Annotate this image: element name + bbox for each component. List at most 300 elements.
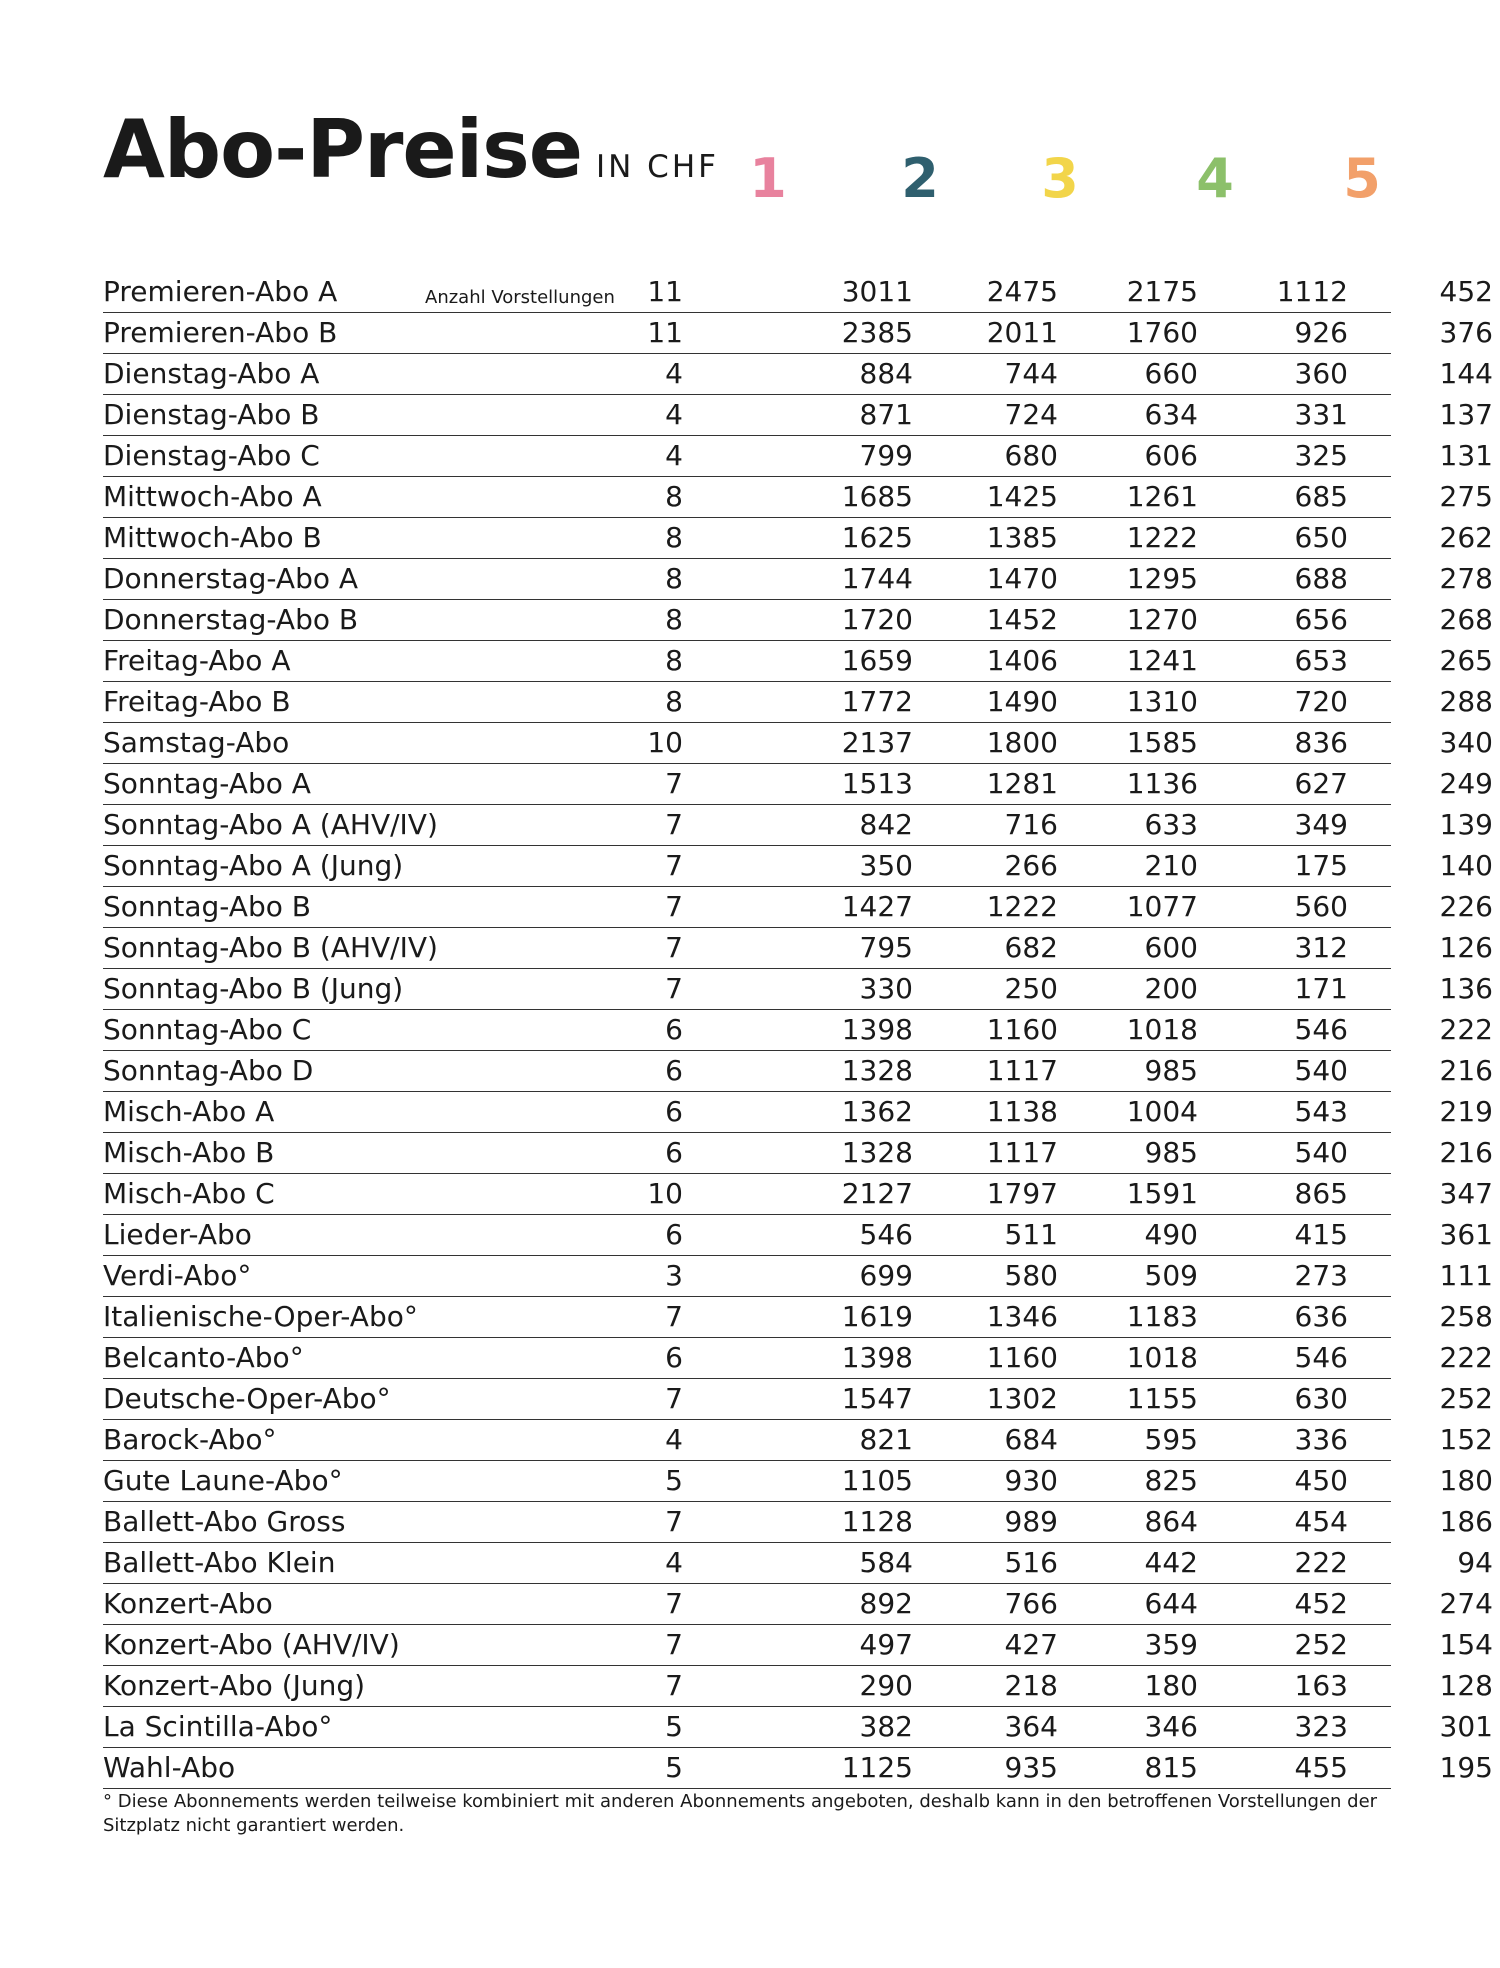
price-cat-3: 644 [1144,1587,1198,1620]
price-cat-1: 1328 [841,1054,913,1087]
price-cat-4: 452 [1294,1587,1348,1620]
abo-name: Freitag-Abo B [103,685,291,718]
price-cat-4: 540 [1294,1136,1348,1169]
price-cat-3: 660 [1144,357,1198,390]
price-cat-4: 450 [1294,1464,1348,1497]
price-cat-1: 1619 [841,1300,913,1333]
price-cat-2: 266 [1004,849,1058,882]
price-cat-1: 1398 [841,1013,913,1046]
abo-name: Sonntag-Abo A [103,767,311,800]
performance-count: 7 [665,1300,683,1333]
performance-count: 6 [665,1218,683,1251]
price-cat-4: 252 [1294,1628,1348,1661]
price-cat-3: 509 [1144,1259,1198,1292]
price-cat-5: 126 [1439,931,1493,964]
performance-count: 7 [665,1669,683,1702]
performance-count: 8 [665,685,683,718]
price-cat-2: 364 [1004,1710,1058,1743]
performance-count: 3 [665,1259,683,1292]
price-cat-2: 511 [1004,1218,1058,1251]
price-cat-3: 985 [1144,1136,1198,1169]
price-cat-2: 935 [1004,1751,1058,1784]
table-row [103,395,1493,436]
price-cat-5: 288 [1439,685,1493,718]
price-cat-5: 361 [1439,1218,1493,1251]
price-cat-4: 546 [1294,1013,1348,1046]
price-cat-5: 340 [1439,726,1493,759]
table-row [103,846,1493,887]
price-cat-3: 600 [1144,931,1198,964]
price-cat-3: 595 [1144,1423,1198,1456]
performance-count: 5 [665,1751,683,1784]
price-cat-3: 1183 [1126,1300,1198,1333]
price-cat-2: 1346 [986,1300,1058,1333]
performance-count: 7 [665,890,683,923]
table-row [103,600,1493,641]
price-cat-3: 359 [1144,1628,1198,1661]
price-cat-3: 864 [1144,1505,1198,1538]
abo-name: Mittwoch-Abo B [103,521,322,554]
price-cat-4: 685 [1294,480,1348,513]
footnote: ° Diese Abonnements werden teilweise kombiniert mit anderen Abonnements angeboten, deshalb kann in den betroffenen Vorstellungen der Sitzplatz nicht garantiert werden. [103,1791,1378,1836]
abo-name: Sonntag-Abo B [103,890,311,923]
table-row [103,1215,1493,1256]
price-cat-3: 1585 [1126,726,1198,759]
table-row [103,1625,1493,1666]
price-cat-1: 1128 [841,1505,913,1538]
price-cat-2: 684 [1004,1423,1058,1456]
price-cat-1: 546 [859,1218,913,1251]
price-cat-1: 350 [859,849,913,882]
price-cat-1: 2385 [841,316,913,349]
price-cat-1: 821 [859,1423,913,1456]
price-cat-2: 1117 [986,1054,1058,1087]
price-cat-2: 1452 [986,603,1058,636]
price-cat-2: 218 [1004,1669,1058,1702]
abo-name: Verdi-Abo° [103,1259,252,1292]
price-cat-3: 633 [1144,808,1198,841]
price-cat-4: 540 [1294,1054,1348,1087]
abo-name: Premieren-Abo A [103,275,338,308]
price-cat-4: 331 [1294,398,1348,431]
category-label-2: 2 [901,147,939,210]
price-cat-2: 516 [1004,1546,1058,1579]
table-row [103,641,1493,682]
price-cat-3: 1004 [1126,1095,1198,1128]
abo-name: Ballett-Abo Gross [103,1505,346,1538]
price-cat-3: 1760 [1126,316,1198,349]
abo-name: Konzert-Abo (AHV/IV) [103,1628,400,1661]
price-cat-2: 1800 [986,726,1058,759]
price-cat-5: 219 [1439,1095,1493,1128]
price-cat-1: 1720 [841,603,913,636]
performance-count: 6 [665,1095,683,1128]
price-cat-5: 268 [1439,603,1493,636]
price-cat-1: 1547 [841,1382,913,1415]
price-cat-1: 1362 [841,1095,913,1128]
column-note: Anzahl Vorstellungen [425,287,615,308]
table-row [103,682,1493,723]
price-cat-4: 836 [1294,726,1348,759]
price-cat-4: 415 [1294,1218,1348,1251]
abo-name: Freitag-Abo A [103,644,291,677]
abo-name: Deutsche-Oper-Abo° [103,1382,391,1415]
price-cat-1: 842 [859,808,913,841]
price-cat-1: 1772 [841,685,913,718]
price-cat-1: 871 [859,398,913,431]
price-cat-5: 252 [1439,1382,1493,1415]
price-cat-1: 290 [859,1669,913,1702]
price-cat-5: 137 [1439,398,1493,431]
price-cat-2: 1281 [986,767,1058,800]
price-cat-4: 543 [1294,1095,1348,1128]
price-cat-1: 1427 [841,890,913,923]
price-cat-3: 1261 [1126,480,1198,513]
abo-name: Gute Laune-Abo° [103,1464,343,1497]
price-cat-3: 210 [1144,849,1198,882]
table-row [103,1707,1493,1748]
price-cat-5: 265 [1439,644,1493,677]
price-cat-1: 1685 [841,480,913,513]
price-cat-3: 1018 [1126,1341,1198,1374]
category-label-3: 3 [1041,147,1079,210]
price-cat-3: 1270 [1126,603,1198,636]
price-cat-2: 1385 [986,521,1058,554]
performance-count: 6 [665,1013,683,1046]
price-cat-1: 1513 [841,767,913,800]
table-row [103,313,1493,354]
price-cat-3: 200 [1144,972,1198,1005]
price-cat-1: 2137 [841,726,913,759]
price-cat-2: 989 [1004,1505,1058,1538]
price-cat-3: 1136 [1126,767,1198,800]
price-cat-5: 111 [1439,1259,1493,1292]
performance-count: 7 [665,1505,683,1538]
abo-name: Mittwoch-Abo A [103,480,322,513]
price-cat-5: 301 [1439,1710,1493,1743]
price-cat-3: 442 [1144,1546,1198,1579]
price-cat-5: 195 [1439,1751,1493,1784]
performance-count: 4 [665,398,683,431]
price-cat-3: 815 [1144,1751,1198,1784]
performance-count: 4 [665,1546,683,1579]
price-cat-4: 323 [1294,1710,1348,1743]
price-cat-3: 180 [1144,1669,1198,1702]
performance-count: 4 [665,357,683,390]
price-cat-1: 584 [859,1546,913,1579]
price-cat-4: 926 [1294,316,1348,349]
category-label-4: 4 [1196,147,1234,210]
table-row [103,1174,1493,1215]
price-cat-4: 273 [1294,1259,1348,1292]
price-cat-5: 128 [1439,1669,1493,1702]
price-cat-5: 249 [1439,767,1493,800]
price-cat-2: 1425 [986,480,1058,513]
table-row [103,1256,1493,1297]
abo-name: Misch-Abo B [103,1136,275,1169]
abo-name: Sonntag-Abo D [103,1054,314,1087]
price-cat-3: 1241 [1126,644,1198,677]
table-row [103,1379,1493,1420]
price-cat-2: 427 [1004,1628,1058,1661]
price-cat-3: 1591 [1126,1177,1198,1210]
table-row [103,559,1493,600]
category-label-5: 5 [1343,147,1381,210]
table-row [103,1297,1493,1338]
price-cat-4: 636 [1294,1300,1348,1333]
price-cat-3: 346 [1144,1710,1198,1743]
table-row [103,1543,1493,1584]
price-cat-5: 452 [1439,275,1493,308]
performance-count: 7 [665,849,683,882]
price-cat-2: 930 [1004,1464,1058,1497]
price-cat-3: 1077 [1126,890,1198,923]
table-row [103,1666,1493,1707]
price-cat-3: 1295 [1126,562,1198,595]
abo-name: Italienische-Oper-Abo° [103,1300,418,1333]
performance-count: 7 [665,808,683,841]
table-row [103,1010,1493,1051]
price-cat-4: 630 [1294,1382,1348,1415]
table-row [103,805,1493,846]
price-cat-1: 799 [859,439,913,472]
table-row [103,928,1493,969]
price-cat-3: 1155 [1126,1382,1198,1415]
abo-name: Sonntag-Abo C [103,1013,312,1046]
performance-count: 10 [647,1177,683,1210]
price-cat-1: 884 [859,357,913,390]
abo-name: Barock-Abo° [103,1423,277,1456]
title-currency: IN CHF [595,149,719,185]
price-cat-5: 262 [1439,521,1493,554]
price-cat-2: 1470 [986,562,1058,595]
price-cat-4: 175 [1294,849,1348,882]
price-cat-1: 2127 [841,1177,913,1210]
price-cat-2: 2475 [986,275,1058,308]
price-cat-5: 275 [1439,480,1493,513]
page-title [103,103,719,196]
price-cat-4: 560 [1294,890,1348,923]
abo-name: Premieren-Abo B [103,316,338,349]
price-cat-3: 1310 [1126,685,1198,718]
price-cat-1: 1398 [841,1341,913,1374]
price-cat-1: 1328 [841,1136,913,1169]
table-row [103,518,1493,559]
table-row [103,1051,1493,1092]
price-cat-4: 688 [1294,562,1348,595]
price-cat-3: 634 [1144,398,1198,431]
abo-name: Belcanto-Abo° [103,1341,304,1374]
table-row [103,1133,1493,1174]
performance-count: 10 [647,726,683,759]
price-cat-2: 744 [1004,357,1058,390]
price-cat-4: 455 [1294,1751,1348,1784]
performance-count: 6 [665,1341,683,1374]
price-cat-2: 1117 [986,1136,1058,1169]
price-cat-1: 699 [859,1259,913,1292]
performance-count: 11 [647,316,683,349]
category-label-1: 1 [749,147,787,210]
performance-count: 8 [665,480,683,513]
abo-name: La Scintilla-Abo° [103,1710,333,1743]
abo-name: Dienstag-Abo A [103,357,320,390]
price-cat-4: 171 [1294,972,1348,1005]
price-cat-4: 312 [1294,931,1348,964]
price-cat-2: 724 [1004,398,1058,431]
price-cat-4: 163 [1294,1669,1348,1702]
price-cat-4: 656 [1294,603,1348,636]
price-cat-4: 546 [1294,1341,1348,1374]
price-cat-1: 1125 [841,1751,913,1784]
price-cat-5: 274 [1439,1587,1493,1620]
performance-count: 7 [665,1628,683,1661]
abo-name: Dienstag-Abo C [103,439,320,472]
price-cat-5: 140 [1439,849,1493,882]
price-cat-4: 454 [1294,1505,1348,1538]
price-cat-4: 336 [1294,1423,1348,1456]
table-row [103,887,1493,928]
table-row [103,723,1493,764]
price-cat-5: 152 [1439,1423,1493,1456]
price-cat-3: 985 [1144,1054,1198,1087]
price-cat-5: 222 [1439,1013,1493,1046]
abo-name: Donnerstag-Abo A [103,562,359,595]
price-cat-5: 258 [1439,1300,1493,1333]
price-cat-4: 627 [1294,767,1348,800]
price-cat-5: 94 [1457,1546,1493,1579]
price-cat-3: 606 [1144,439,1198,472]
abo-name: Samstag-Abo [103,726,290,759]
table-row [103,764,1493,805]
price-cat-2: 1797 [986,1177,1058,1210]
performance-count: 8 [665,562,683,595]
price-cat-2: 1302 [986,1382,1058,1415]
price-cat-4: 865 [1294,1177,1348,1210]
price-cat-1: 497 [859,1628,913,1661]
price-cat-5: 216 [1439,1136,1493,1169]
abo-name: Sonntag-Abo A (AHV/IV) [103,808,438,841]
price-cat-5: 278 [1439,562,1493,595]
price-cat-3: 1018 [1126,1013,1198,1046]
abo-name: Dienstag-Abo B [103,398,320,431]
price-cat-2: 766 [1004,1587,1058,1620]
price-cat-5: 347 [1439,1177,1493,1210]
abo-name: Misch-Abo C [103,1177,275,1210]
price-cat-3: 1222 [1126,521,1198,554]
price-cat-2: 1138 [986,1095,1058,1128]
table-row [103,1338,1493,1379]
price-cat-2: 716 [1004,808,1058,841]
price-cat-1: 795 [859,931,913,964]
abo-name: Misch-Abo A [103,1095,275,1128]
abo-name: Ballett-Abo Klein [103,1546,336,1579]
performance-count: 7 [665,1587,683,1620]
price-cat-5: 144 [1439,357,1493,390]
price-cat-3: 2175 [1126,275,1198,308]
performance-count: 8 [665,644,683,677]
price-cat-5: 216 [1439,1054,1493,1087]
price-cat-1: 1105 [841,1464,913,1497]
price-cat-5: 376 [1439,316,1493,349]
price-cat-2: 250 [1004,972,1058,1005]
abo-name: Lieder-Abo [103,1218,252,1251]
performance-count: 7 [665,931,683,964]
performance-count: 5 [665,1710,683,1743]
performance-count: 7 [665,1382,683,1415]
table-row [103,1748,1493,1789]
price-cat-2: 682 [1004,931,1058,964]
abo-name: Donnerstag-Abo B [103,603,359,636]
table-row [103,1502,1493,1543]
abo-name: Konzert-Abo (Jung) [103,1669,366,1702]
abo-name: Sonntag-Abo B (AHV/IV) [103,931,438,964]
performance-count: 5 [665,1464,683,1497]
price-cat-2: 1490 [986,685,1058,718]
price-cat-4: 349 [1294,808,1348,841]
price-cat-4: 360 [1294,357,1348,390]
title-main: Abo-Preise [103,103,582,196]
price-cat-4: 325 [1294,439,1348,472]
price-cat-3: 825 [1144,1464,1198,1497]
price-cat-1: 330 [859,972,913,1005]
price-cat-5: 139 [1439,808,1493,841]
price-cat-2: 580 [1004,1259,1058,1292]
price-cat-4: 720 [1294,685,1348,718]
abo-name: Sonntag-Abo B (Jung) [103,972,404,1005]
price-cat-5: 180 [1439,1464,1493,1497]
price-cat-5: 136 [1439,972,1493,1005]
performance-count: 11 [647,275,683,308]
price-table [103,272,1493,1789]
table-row [103,1461,1493,1502]
price-cat-4: 1112 [1276,275,1348,308]
price-cat-5: 131 [1439,439,1493,472]
price-cat-1: 382 [859,1710,913,1743]
price-cat-5: 226 [1439,890,1493,923]
performance-count: 7 [665,767,683,800]
abo-name: Konzert-Abo [103,1587,273,1620]
price-cat-1: 3011 [841,275,913,308]
price-cat-2: 680 [1004,439,1058,472]
table-row [103,272,1493,313]
performance-count: 8 [665,603,683,636]
table-row [103,969,1493,1010]
table-row [103,354,1493,395]
price-cat-3: 490 [1144,1218,1198,1251]
price-cat-5: 186 [1439,1505,1493,1538]
price-cat-1: 892 [859,1587,913,1620]
price-cat-2: 1222 [986,890,1058,923]
table-row [103,477,1493,518]
price-cat-4: 650 [1294,521,1348,554]
performance-count: 4 [665,439,683,472]
price-cat-1: 1625 [841,521,913,554]
price-cat-4: 653 [1294,644,1348,677]
table-row [103,1092,1493,1133]
price-cat-1: 1744 [841,562,913,595]
table-row [103,1584,1493,1625]
table-row [103,436,1493,477]
abo-name: Wahl-Abo [103,1751,236,1784]
price-cat-2: 1160 [986,1341,1058,1374]
performance-count: 4 [665,1423,683,1456]
price-cat-5: 154 [1439,1628,1493,1661]
abo-name: Sonntag-Abo A (Jung) [103,849,404,882]
performance-count: 6 [665,1136,683,1169]
price-cat-4: 222 [1294,1546,1348,1579]
performance-count: 8 [665,521,683,554]
price-cat-5: 222 [1439,1341,1493,1374]
